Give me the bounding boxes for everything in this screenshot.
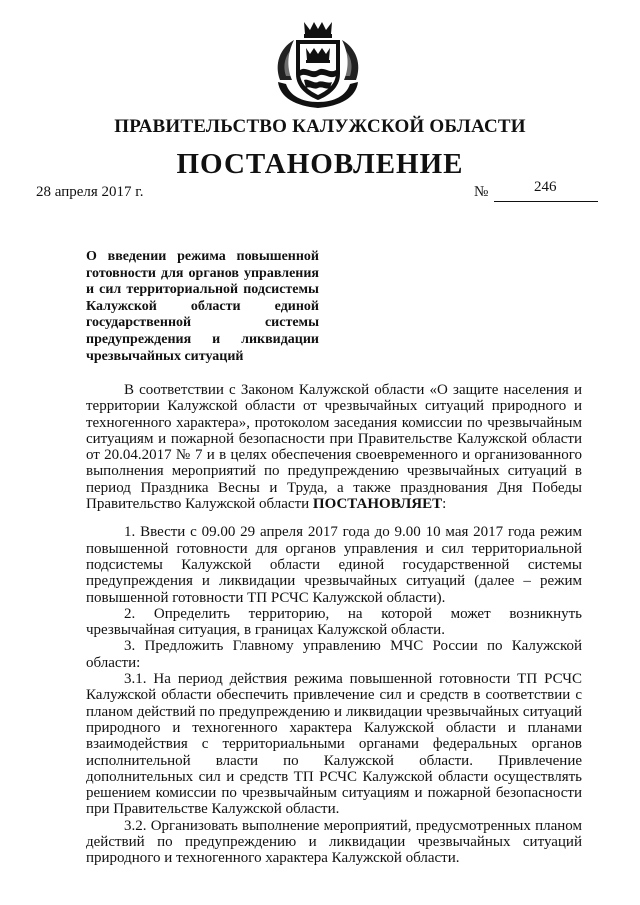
number-underline <box>494 201 598 202</box>
preamble <box>86 382 582 512</box>
resolves-word: ПОСТАНОВЛЯЕТ <box>312 496 443 513</box>
number-sign: № <box>474 184 489 200</box>
paragraph-1: 1. Ввести с 09.00 29 апреля 2017 года до 9.00 10 мая 2017 года режим повышенной готовности для органов управления и сил территориальной подсистемы Калужской области единой государственной системы предупреждения и ликвидации чрезвычайных ситуаций (далее – режим повышенной готовности ТП РСЧС Калужской области). <box>86 524 582 606</box>
paragraph-2: 2. Определить территорию, на которой может возникнуть чрезвычайная ситуация, в границах Калужской области. <box>86 605 582 639</box>
preamble-text: В соответствии с Законом Калужской области «О защите населения и территории Калужской области от чрезвычайных ситуаций природного и техногенного характера», протоколом заседания комиссии по чрезвычайным ситуациям и пожарной безопасности при Правительстве Калужской области от 20.04.2017 № 7 и в целях обеспечения своевременного и организованного выполнения мероприятий по предупреждению чрезвычайных ситуаций в период Праздника Весны и Труда, а также празднования Дня Победы Правительство Калужской области <box>86 382 582 513</box>
paragraph-3-2: 3.2. Организовать выполнение мероприятий, предусмотренных планом действий по предупреждению и ликвидации чрезвычайных ситуаций природного и техногенного характера Калужской области. <box>86 817 582 867</box>
paragraph-3-1: 3.1. На период действия режима повышенной готовности ТП РСЧС Калужской области обеспечить привлечение сил и средств в соответствии с планом действий по предупреждению и ликвидации чрезвычайных ситуаций природного и техногенного характера Калужской области и планами взаимодействия с территориальными органами федеральных органов исполнительной власти по Калужской области. Привлечение дополнительных сил и средств ТП РСЧС Калужской области осуществлять решением комиссии по чрезвычайным ситуациям и пожарной безопасности при Правительстве Калужской области. <box>86 671 582 818</box>
document-number <box>474 179 604 203</box>
preamble-colon: : <box>442 496 447 513</box>
document-title: О введении режима повышенной готовности для органов управления и сил территориальной подсистемы Калужской области единой государственной системы предупреждения и ликвидации чрезвычайных ситуаций <box>86 249 319 364</box>
paragraph-3: 3. Предложить Главному управлению МЧС России по Калужской области: <box>86 638 582 671</box>
government-name: ПРАВИТЕЛЬСТВО КАЛУЖСКОЙ ОБЛАСТИ <box>114 116 526 137</box>
document-date: 28 апреля 2017 г. <box>36 184 144 200</box>
number-value: 246 <box>534 179 557 195</box>
document-body <box>86 382 582 867</box>
kaluga-coat-of-arms-icon <box>270 18 366 110</box>
document-type: ПОСТАНОВЛЕНИЕ <box>176 148 464 180</box>
